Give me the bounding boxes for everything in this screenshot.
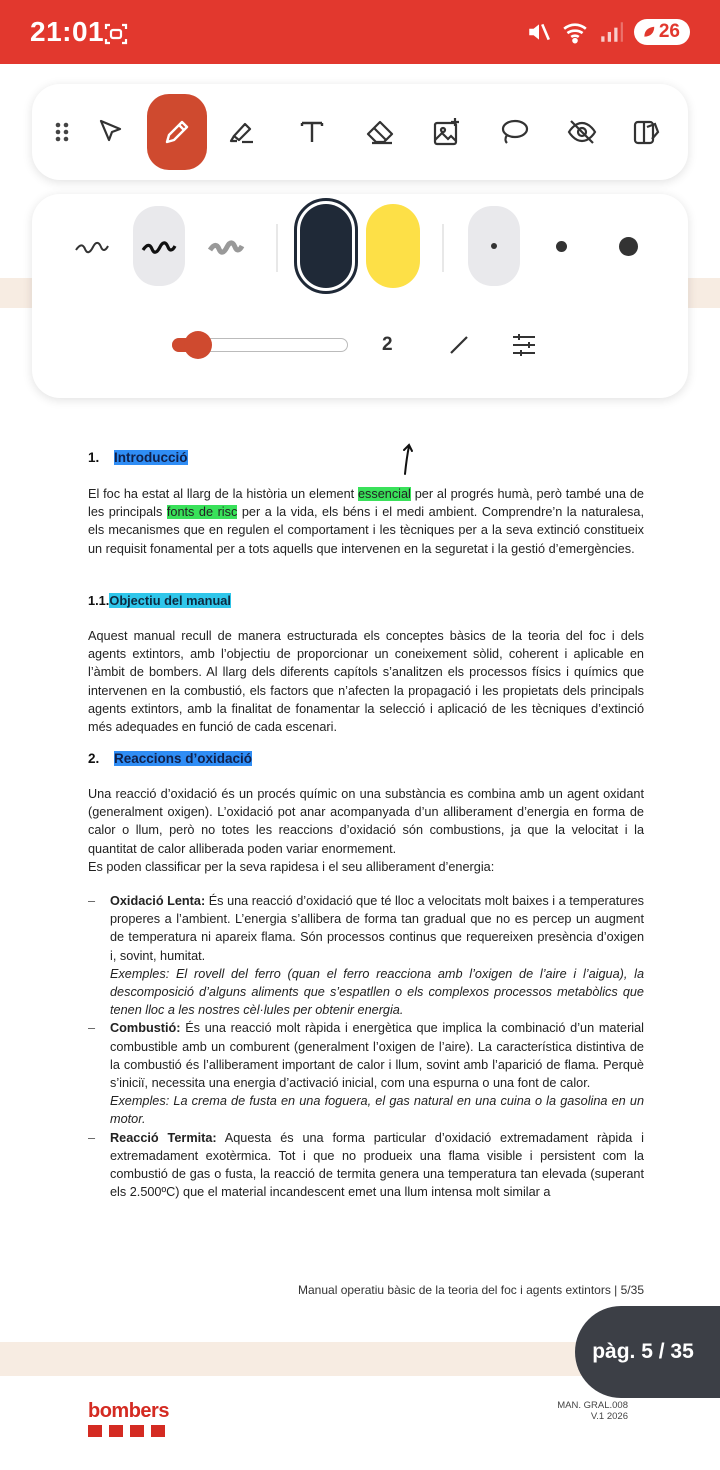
doc-code-line: MAN. GRAL.008 [557, 1400, 628, 1411]
list-item [88, 1129, 644, 1202]
highlighted-text: fonts de risc [166, 505, 238, 520]
logo-text: bombers [88, 1400, 169, 1422]
stroke-style-bold[interactable] [133, 206, 185, 286]
thickness-value: 2 [382, 334, 393, 355]
section-number: 2. [88, 751, 100, 766]
mute-vibrate-icon [526, 19, 552, 45]
clock: 21:01 [30, 16, 105, 47]
page-indicator[interactable]: pàg. 5 / 35 [575, 1306, 720, 1398]
add-image-icon [431, 116, 463, 148]
thickness-slider-thumb[interactable] [184, 331, 212, 359]
image-tool-button[interactable] [417, 94, 477, 170]
bombers-logo [88, 1400, 169, 1437]
document-code [557, 1400, 628, 1422]
text-run: per a la vida, els béns i el medi ambient. Comprendre’n la naturalesa, els mecanismes que en regulen el comportament i les tècniques per a la seva extinció constitueix un requisit fonamental per a tots aquells que intervenen en la seguretat i la gestió d’emergències. [88, 505, 644, 556]
size-option-medium[interactable] [535, 206, 587, 286]
pen-tool-button[interactable] [147, 94, 207, 170]
list-item [88, 1019, 644, 1128]
list-text: Aquesta és una forma particular d’oxidació extremadament ràpida i extremadament exotèrmica. Tot i que no produeix una flama visible i persistent com la combustió de gas o fusta, la reacció de termita genera una temperatura tan elevada (superant els 2.500ºC) que el material incandescent emet una llum intensa molt similar a [110, 1130, 644, 1200]
eye-off-icon [566, 116, 598, 148]
color-swatch-dark[interactable] [300, 204, 352, 288]
list-term: Oxidació Lenta: [110, 894, 206, 908]
drag-handle-icon [46, 116, 78, 148]
pencil-icon [161, 116, 193, 148]
oxidation-types-list [88, 892, 644, 1201]
section-heading-2 [88, 751, 252, 766]
section-title: Reaccions d’oxidació [114, 751, 253, 766]
screenshot-icon [104, 22, 128, 46]
wifi-icon [562, 19, 588, 45]
large-dot-icon [619, 237, 638, 256]
section-title: Objectiu del manual [109, 593, 231, 608]
layers-icon [630, 116, 662, 148]
highlighter-icon [226, 116, 258, 148]
annotation-toolbar [32, 84, 688, 180]
text-tool-button[interactable] [282, 94, 342, 170]
paragraph-objective: Aquest manual recull de manera estructurada els conceptes bàsics de la teoria del foc i dels agents extintors, amb l’objectiu de proporcionar un coneixement sòlid, coherent i aplicable en l’àmbit de bombers. Al llarg dels diferents capítols s’analitzen els processos físics i químics que intervenen en la combustió, els factors que n’afecten la propagació i les propietats dels principals agents extintors, amb la finalitat de fonamentar la selecció i aplicació de les tècniques d’extinció més adequades en funció de cada escenari. [88, 629, 644, 735]
size-option-small[interactable] [468, 206, 520, 286]
page-footer: Manual operatiu bàsic de la teoria del foc i agents extintors | 5/35 [298, 1283, 644, 1297]
layers-button[interactable] [616, 94, 676, 170]
section-number: 1. [88, 450, 100, 465]
text-run: Es poden classificar per la seva rapidesa i el seu alliberament d’energia: [88, 859, 495, 874]
list-example: Exemples: El rovell del ferro (quan el ferro reacciona amb l’oxigen de l’aire i l’aigua), la descomposició d’alguns aliments que s’espatllen o els complexos processos metabòlics que tenen lloc a les nostres cèl·lules per obtenir energia. [110, 966, 644, 1018]
highlighter-tool-button[interactable] [212, 94, 272, 170]
lasso-tool-button[interactable] [484, 94, 544, 170]
section-number: 1.1. [88, 593, 110, 608]
list-example: Exemples: La crema de fusta en una foguera, el gas natural en una cuina o la gasolina en un motor. [110, 1094, 644, 1127]
signal-icon [598, 19, 624, 45]
highlighted-text: essencial [357, 487, 411, 501]
battery-level: 26 [658, 21, 680, 42]
line-tool-icon[interactable] [444, 330, 474, 360]
textured-stroke-icon [206, 236, 246, 256]
size-option-large[interactable] [602, 206, 654, 286]
divider [442, 224, 444, 272]
list-term: Reacció Termita: [110, 1130, 217, 1145]
eraser-icon [364, 116, 396, 148]
section-heading-1-1 [88, 593, 231, 608]
list-text: És una reacció d’oxidació que té lloc a velocitats molt baixes i a temperatures properes a l’ambient. L’energia s’allibera de forma tan gradual que no es percep un augment de temperatura ni apareix flama. Són processos continus que requereixen presència d’oxigen i, sovint, humitat. [110, 894, 644, 963]
leaf-icon [642, 25, 656, 39]
list-term: Combustió: [110, 1021, 181, 1036]
bold-stroke-icon [139, 236, 179, 256]
medium-dot-icon [556, 241, 567, 252]
lasso-icon [498, 116, 530, 148]
handwritten-arrow-annotation [398, 440, 416, 476]
text-run: per al progrés humà, però també una de les principals [88, 487, 644, 520]
section-heading-1 [88, 450, 188, 465]
status-icons [526, 14, 690, 50]
select-tool-button[interactable] [80, 94, 140, 170]
text-run: El foc ha estat al llarg de la història un element [88, 487, 358, 501]
pen-options-panel [32, 194, 688, 398]
battery-indicator [634, 19, 690, 45]
eraser-tool-button[interactable] [350, 94, 410, 170]
text-run: Una reacció d’oxidació és un procés químic on una substància es combina amb un agent oxidant (generalment oxigen). L’oxidació pot anar acompanyada d’un alliberament d’energia en forma de calor o llum, però no totes les reaccions d’oxidació són combustions, ja que la velocitat i la quantitat de calor alliberada poden variar enormement. [88, 787, 644, 856]
color-swatch-yellow[interactable] [366, 204, 420, 288]
paragraph-oxidation [88, 785, 644, 876]
status-bar [0, 0, 720, 64]
list-item [88, 892, 644, 1019]
small-dot-icon [491, 243, 497, 249]
cursor-icon [94, 116, 126, 148]
text-icon [296, 116, 328, 148]
divider [276, 224, 278, 272]
settings-sliders-icon[interactable] [509, 330, 539, 360]
paragraph-introduction [88, 485, 644, 558]
stroke-style-textured[interactable] [200, 206, 252, 286]
list-text: És una reacció molt ràpida i energètica que implica la combinació d’un material combustible amb un comburent (generalment l’oxigen de l’aire). La característica distintiva de la combustió és l’alliberament important de calor i llum, sovint amb l’aparició de flama. Perquè s’iniciï, necessita una energia d’activació inicial, com una espurna o una font de calor. [110, 1021, 644, 1091]
section-title: Introducció [114, 450, 188, 465]
stroke-style-thin[interactable] [66, 206, 118, 286]
hide-annotations-button[interactable] [552, 94, 612, 170]
doc-code-line: V.1 2026 [590, 1411, 628, 1422]
logo-squares [88, 1425, 169, 1437]
thin-stroke-icon [72, 236, 112, 256]
